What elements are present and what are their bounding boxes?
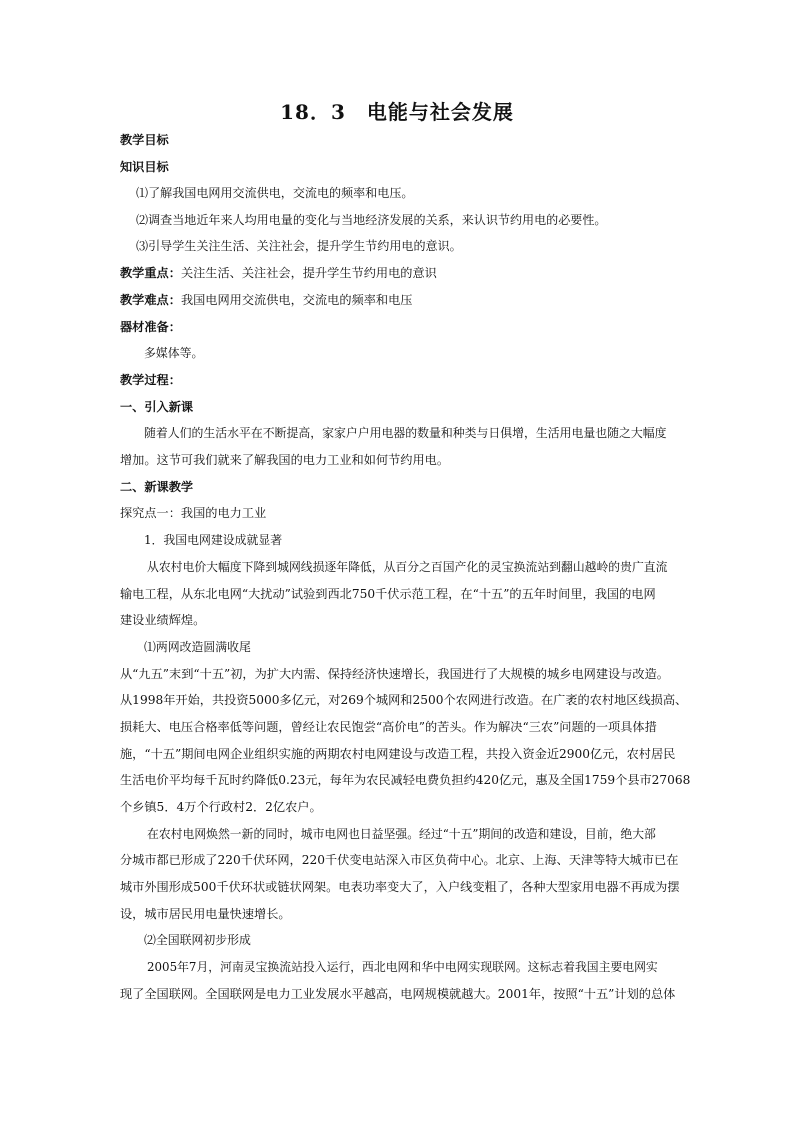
para3-line-4: 设，城市居民用电量快速增长。 xyxy=(120,907,291,921)
para1-line-3: 建设业绩辉煌。 xyxy=(120,613,206,627)
para2-line-4: 施，“十五”期间电网企业组织实施的两期农村电网建设与改造工程，共投入资金近2900亿元，农村居民 xyxy=(120,747,676,761)
para1-line-1: 从农村电价大幅度下降到城网线损逐年降低，从百分之百国产化的灵宝换流站到翻山越岭的贵广直流 xyxy=(147,560,668,574)
para2-line-2: 从1998年开始，共投资5000多亿元，对269个城网和2500个农网进行改造。在广袤的农村地区线损高、 xyxy=(120,693,688,707)
para2-line-1: 从“九五”末到“十五”初，为扩大内需、保持经济快速增长，我国进行了大规模的城乡电网建设与改造。 xyxy=(120,667,669,681)
para4-line-1: 2005年7月，河南灵宝换流站投入运行，西北电网和华中电网实现联网。这标志着我国主要电网实 xyxy=(147,960,658,974)
difficult-point-text: 我国电网用交流供电，交流电的频率和电压 xyxy=(180,293,413,307)
difficult-point xyxy=(120,292,680,308)
teaching-goals-heading: 教学目标 xyxy=(120,133,169,147)
subheading-1a: ⑴两网改造圆满收尾 xyxy=(144,640,251,654)
difficult-point-label: 教学难点： xyxy=(120,293,181,307)
para1-line-2: 输电工程，从东北电网“大扰动”试验到西北750千伏示范工程，在“十五”的五年时间里，我国的电网 xyxy=(120,587,656,601)
equipment-label: 器材准备： xyxy=(120,320,181,334)
process-heading: 教学过程： xyxy=(120,373,181,387)
para2-line-3: 损耗大、电压合格率低等问题，曾经让农民饱尝“高价电”的苦头。作为解决“三农”问题的一项具体措 xyxy=(120,720,657,734)
knowledge-goal-3: ⑶引导学生关注生活、关注社会，提升学生节约用电的意识。 xyxy=(136,239,462,253)
para4-line-2: 现了全国联网。全国联网是电力工业发展水平越高，电网规模就越大。2001年，按照“十五”计划的总体 xyxy=(120,987,676,1001)
para3-line-2: 分城市都已形成了220千伏环网，220千伏变电站深入市区负荷中心。北京、上海、天津等特大城市已在 xyxy=(120,853,679,867)
section2-heading: 二、新课教学 xyxy=(120,480,194,494)
section1-heading: 一、引入新课 xyxy=(120,400,194,414)
subheading-1b: ⑵全国联网初步形成 xyxy=(144,933,251,947)
para2-line-6: 个乡镇5．4万个行政村2．2亿农户。 xyxy=(120,800,322,814)
para3-line-3: 城市外围形成500千伏环状或链状网架。电表功率变大了，入户线变粗了，各种大型家用电器不再成为摆 xyxy=(120,880,680,894)
knowledge-goals-heading: 知识目标 xyxy=(120,160,169,174)
subheading-1: 1．我国电网建设成就显著 xyxy=(144,533,283,547)
para3-line-1: 在农村电网焕然一新的同时，城市电网也日益坚强。经过“十五”期间的改造和建设，目前，绝大部 xyxy=(147,827,656,841)
equipment-text: 多媒体等。 xyxy=(144,346,204,360)
knowledge-goal-2: ⑵调查当地近年来人均用电量的变化与当地经济发展的关系，来认识节约用电的必要性。 xyxy=(136,213,607,227)
para2-line-5: 生活电价平均每千瓦时约降低0.23元，每年为农民减轻电费负担约420亿元，惠及全国1759个县市27068 xyxy=(120,773,691,787)
key-point-text: 关注生活、关注社会，提升学生节约用电的意识 xyxy=(180,266,437,280)
section1-line-1: 随着人们的生活水平在不断提高，家家户户用电器的数量和种类与日俱增，生活用电量也随之大幅度 xyxy=(144,426,667,440)
key-point xyxy=(120,265,680,281)
key-point-label: 教学重点： xyxy=(120,266,181,280)
explore-point-1: 探究点一：我国的电力工业 xyxy=(120,506,267,520)
section1-line-2: 增加。这节可我们就来了解我国的电力工业和如何节约用电。 xyxy=(120,453,450,467)
knowledge-goal-1: ⑴了解我国电网用交流供电，交流电的频率和电压。 xyxy=(136,186,414,200)
document-title: 18．3 电能与社会发展 xyxy=(280,100,514,124)
